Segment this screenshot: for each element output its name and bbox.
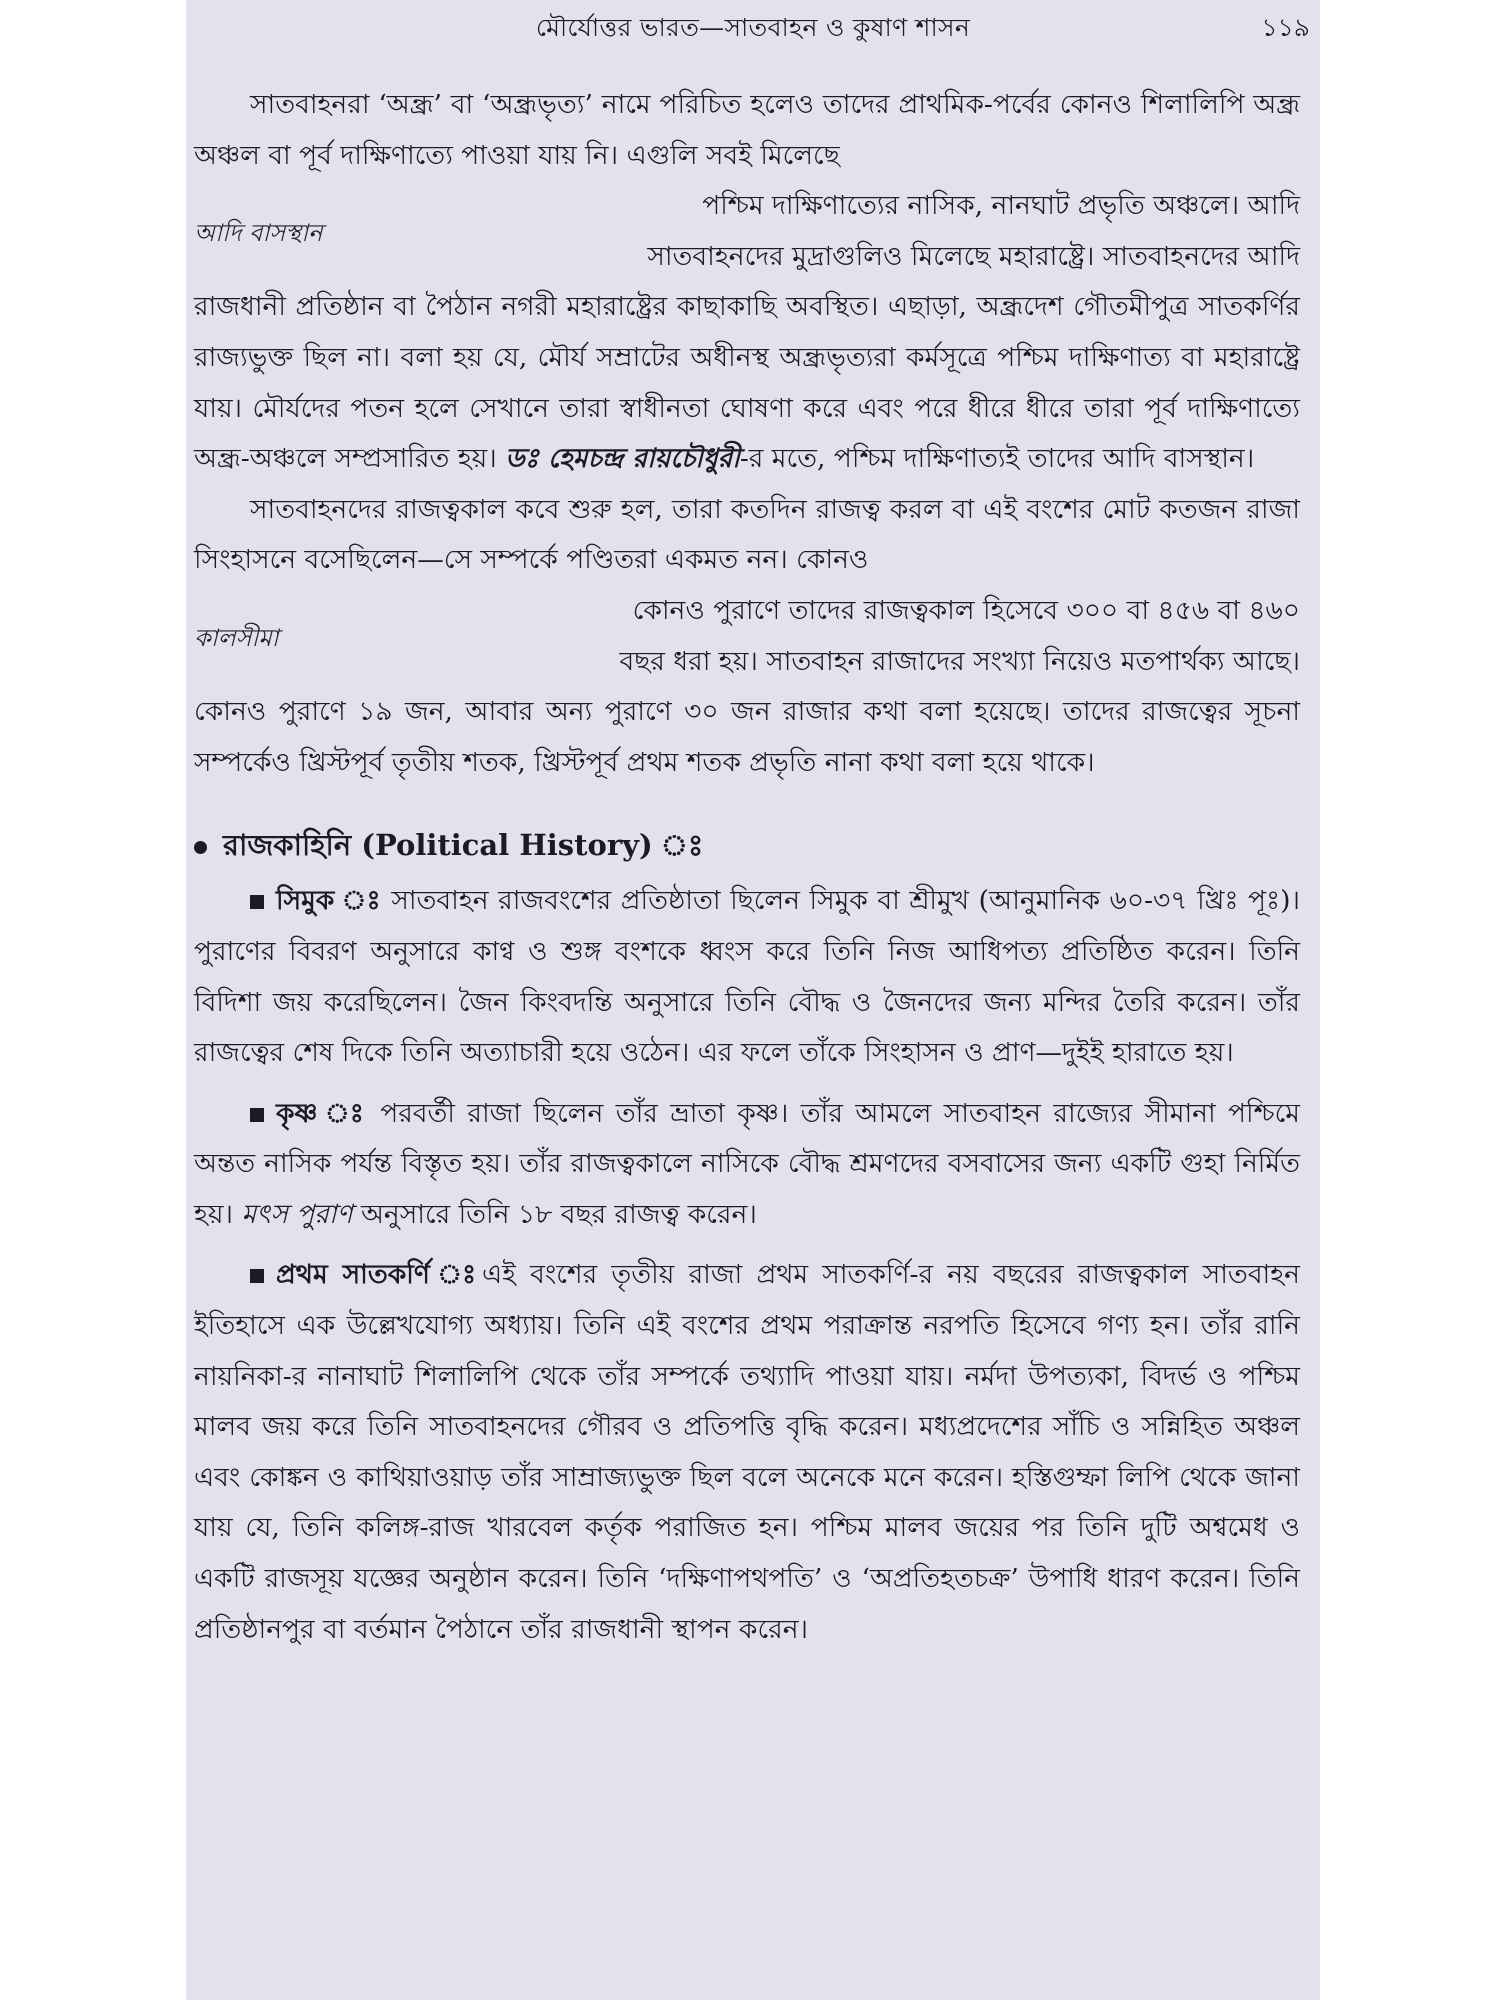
satakarni-lead: প্রথম সাতকর্ণি ঃ (276, 1259, 482, 1291)
book-page (186, 0, 1320, 2000)
section-heading-text: রাজকাহিনি (Political History) ঃ (223, 828, 704, 863)
author-tail: -র মতে, পশ্চিম দাক্ষিণাত্যই তাদের আদি বাসস্থান। (739, 443, 1255, 475)
intro-line-right-a: পশ্চিম দাক্ষিণাত্যের নাসিক, নানঘাট প্রভৃতি অঞ্চলে। আদি (702, 190, 1300, 222)
square-bullet-icon (250, 895, 264, 909)
square-bullet-icon (250, 1108, 264, 1122)
intro2-line-right-a: কোনও পুরাণে তাদের রাজত্বকাল হিসেবে ৩০০ বা ৪৫৬ বা ৪৬০ (632, 594, 1300, 626)
intro-paragraph-1-rest: রাজধানী প্রতিষ্ঠান বা পৈঠান নগরী মহারাষ্ট্রের কাছাকাছি অবস্থিত। এছাড়া, অন্ধ্রদেশ গৌতমীপুত্র সাতকর্ণির রাজ্যভুক্ত ছিল না। বলা হয় যে, মৌর্য সম্রাটের অধীনস্থ অন্ধ্রভৃত্যরা কর্মসূত্রে পশ্চিম দাক্ষিণাত্য বা মহারাষ্ট্রে যায়। মৌর্যদের পতন হলে সেখানে তারা স্বাধীনতা ঘোষণা করে এবং পরে ধীরে ধীরে তারা পূর্ব দাক্ষিণাত্যে অন্ধ্র-অঞ্চলে সম্প্রসারিত হয়। (194, 291, 1300, 475)
margin-note-row-period (194, 586, 1300, 637)
page-number: ১১৯ (1261, 13, 1310, 42)
satakarni-paragraph (194, 1250, 1300, 1655)
margin-note-row-period-2 (194, 623, 1300, 688)
intro-line-right-b: সাতবাহনদের মুদ্রাগুলিও মিলেছে মহারাষ্ট্রে। সাতবাহনদের আদি (647, 240, 1300, 272)
running-title: মৌর্যোত্তর ভারত—সাতবাহন ও কুষাণ শাসন (535, 13, 971, 42)
section-heading (194, 822, 1300, 868)
intro-paragraph-1: সাতবাহনরা ‘অন্ধ্র’ বা ‘অন্ধ্রভৃত্য’ নামে পরিচিত হলেও তাদের প্রাথমিক-পর্বের কোনও শিলালিপি অন্ধ্র অঞ্চল বা পূর্ব দাক্ষিণাত্যে পাওয়া যায় নি। এগুলি সবই মিলেছে (194, 89, 1300, 171)
bullet-icon (194, 841, 207, 854)
intro-paragraph-1-continued (194, 282, 1300, 484)
krishna-text-a: পরবর্তী রাজা ছিলেন তাঁর ভ্রাতা কৃষ্ণ। তাঁর আমলে সাতবাহন রাজ্যের সীমানা পশ্চিমে অন্তত নাসিক পর্যন্ত বিস্তৃত হয়। তাঁর রাজত্বকালে নাসিকে বৌদ্ধ শ্রমণদের বসবাসের জন্য একটি গুহা নির্মিত হয়। (194, 1097, 1300, 1230)
margin-note-row-origin (194, 181, 1300, 232)
margin-note-origin: আদি বাসস্থান (194, 218, 323, 247)
margin-note-row-origin-2 (194, 218, 1300, 283)
simuk-lead: সিমুক ঃ (276, 885, 382, 917)
krishna-lead: কৃষ্ণ ঃ (276, 1097, 368, 1129)
simuk-paragraph (194, 876, 1300, 1078)
author-name: ডঃ হেমচন্দ্র রায়চৌধুরী (505, 443, 740, 475)
krishna-paragraph (194, 1089, 1300, 1241)
krishna-source: মৎস পুরাণ (241, 1198, 353, 1230)
krishna-text-b: অনুসারে তিনি ১৮ বছর রাজত্ব করেন। (360, 1198, 757, 1230)
intro2-line-right-b: বছর ধরা হয়। সাতবাহন রাজাদের সংখ্যা নিয়েও মতপার্থক্য আছে। (619, 645, 1300, 677)
page-header (186, 4, 1320, 44)
satakarni-text: এই বংশের তৃতীয় রাজা প্রথম সাতকর্ণি-র নয় বছরের রাজত্বকাল সাতবাহন ইতিহাসে এক উল্লেখযোগ্য অধ্যায়। তিনি এই বংশের প্রথম পরাক্রান্ত নরপতি হিসেবে গণ্য হন। তাঁর রানি নায়নিকা-র নানাঘাট শিলালিপি থেকে তাঁর সম্পর্কে তথ্যাদি পাওয়া যায়। নর্মদা উপত্যকা, বিদর্ভ ও পশ্চিম মালব জয় করে তিনি সাতবাহনদের গৌরব ও প্রতিপত্তি বৃদ্ধি করেন। মধ্যপ্রদেশের সাঁচি ও সন্নিহিত অঞ্চল এবং কোঙ্কন ও কাথিয়াওয়াড় তাঁর সাম্রাজ্যভুক্ত ছিল বলে অনেকে মনে করেন। হস্তিগুম্ফা লিপি থেকে জানা যায় যে, তিনি কলিঙ্গ-রাজ খারবেল কর্তৃক পরাজিত হন। পশ্চিম মালব জয়ের পর তিনি দুটি অশ্বমেধ ও একটি রাজসূয় যজ্ঞের অনুষ্ঠান করেন। তিনি ‘দক্ষিণাপথপতি’ ও ‘অপ্রতিহতচক্র’ উপাধি ধারণ করেন। তিনি প্রতিষ্ঠানপুর বা বর্তমান পৈঠানে তাঁর রাজধানী স্থাপন করেন। (194, 1259, 1300, 1645)
page-body (194, 80, 1300, 1655)
intro-paragraph-2-rest: কোনও পুরাণে ১৯ জন, আবার অন্য পুরাণে ৩০ জন রাজার কথা বলা হয়েছে। তাদের রাজত্বের সূচনা সম্পর্কেও খ্রিস্টপূর্ব তৃতীয় শতক, খ্রিস্টপূর্ব প্রথম শতক প্রভৃতি নানা কথা বলা হয়ে থাকে। (194, 696, 1300, 778)
margin-note-period: কালসীমা (194, 623, 279, 652)
intro-paragraph-2: সাতবাহনদের রাজত্বকাল কবে শুরু হল, তারা কতদিন রাজত্ব করল বা এই বংশের মোট কতজন রাজা সিংহাসনে বসেছিলেন—সে সম্পর্কে পণ্ডিতরা একমত নন। কোনও (194, 493, 1300, 576)
simuk-text: সাতবাহন রাজবংশের প্রতিষ্ঠাতা ছিলেন সিমুক বা শ্রীমুখ (আনুমানিক ৬০-৩৭ খ্রিঃ পূঃ)। পুরাণের বিবরণ অনুসারে কাণ্ব ও শুঙ্গ বংশকে ধ্বংস করে তিনি নিজ আধিপত্য প্রতিষ্ঠিত করেন। তিনি বিদিশা জয় করেছিলেন। জৈন কিংবদন্তি অনুসারে তিনি বৌদ্ধ ও জৈনদের জন্য মন্দির তৈরি করেন। তাঁর রাজত্বের শেষ দিকে তিনি অত্যাচারী হয়ে ওঠেন। এর ফলে তাঁকে সিংহাসন ও প্রাণ—দুইই হারাতে হয়। (194, 885, 1300, 1069)
square-bullet-icon (250, 1269, 264, 1283)
